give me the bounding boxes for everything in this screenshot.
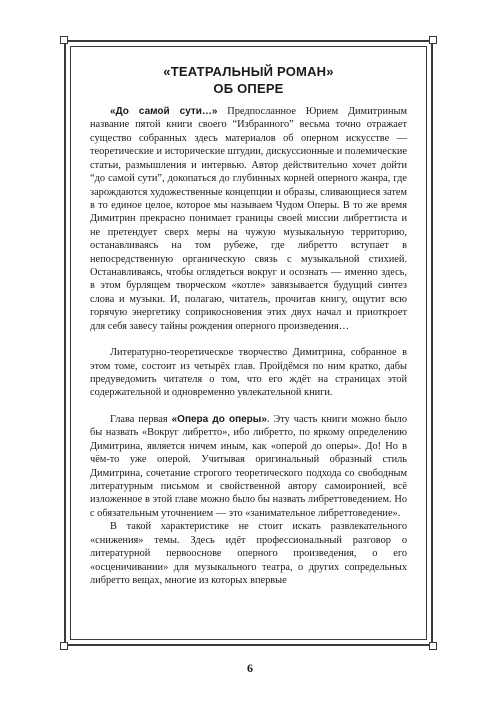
page-content — [90, 63, 407, 587]
paragraph-4-text: В такой характеристике не стоит искать развлекательного «снижения» темы. Здесь идёт профессиональный разговор о литературной первооснове оперного произведения, о его «осценичивании» для музыкального театра, о других сопредельных либретто вещах, многие из которых впервые — [90, 521, 407, 586]
paragraph-1 — [90, 105, 407, 333]
page-number: 6 — [247, 661, 253, 675]
chapter-title — [90, 63, 407, 97]
paragraph-1-lead: «До самой сути…» — [110, 106, 218, 117]
frame-corner-ornament — [429, 36, 437, 44]
paragraph-2 — [90, 346, 407, 400]
paragraph-3-prefix: Глава первая — [110, 413, 172, 425]
paragraph-1-text: Предпосланное Юрием Димитриным название пятой книги своего “Избранного” весьма точно отражает существо собранных здесь материалов об оперном искусстве — теоретические и исторические штудии, дискуссионные и полемические статьи, размышления и интервью. Автор действительно хочет дойти “до самой сути”, докопаться до глубинных корней оперного жанра, где зарождаются художественные концепции и образы, сливающиеся затем в то единое целое, которое мы называем Чудом Оперы. В то же время Димитрин прекрасно понимает границы своей миссии либреттиста и не претендует сверх меры на чужую музыкальную территорию, останавливаясь на том рубеже, где либретто вступает в непосредственную органическую связь с музыкальной стихией. Останавливаясь, чтобы оглядеться вокруг и осознать — именно здесь, в этом бурлящем творческом «котле» завязывается будущий синтез слова и музыки. И, полагаю, читатель, прочитав книгу, ощутит всю горячую энергетику соприкосновения этих двух начал и приоткроет для себя завесу тайны рождения оперного произведения… — [90, 106, 408, 332]
paragraph-3-chapter-name: «Опера до оперы» — [171, 413, 267, 425]
paragraph-3 — [90, 413, 407, 520]
paragraph-3-text: . Эту часть книги можно было бы назвать «Вокруг либретто», ибо либретто, по яркому определению Димитрина, является ничем иным, как «оперой до оперы». До! Но в чём-то уже оперой. Учитывая оригинальный образный стиль Димитрина, сочетание строгого теоретического подхода со свободным литературным письмом и свойственной автору самоиронией, всё изложенное в этой главе можно было бы назвать либреттоведением. Но с обязательным уточнением — это «занимательное либреттоведение». — [90, 413, 407, 519]
paragraph-2-text: Литературно-теоретическое творчество Димитрина, собранное в этом томе, состоит из четырёх глав. Пройдёмся по ним кратко, дабы предуведомить читателя о том, что его ждёт на страницах этой содержательной и одновременно увлекательной книги. — [90, 347, 407, 399]
chapter-title-line-2: ОБ ОПЕРЕ — [213, 81, 284, 96]
frame-corner-ornament — [60, 642, 68, 650]
paragraph-4 — [90, 520, 407, 587]
chapter-title-line-1: «ТЕАТРАЛЬНЫЙ РОМАН» — [163, 64, 334, 79]
frame-corner-ornament — [429, 642, 437, 650]
frame-corner-ornament — [60, 36, 68, 44]
